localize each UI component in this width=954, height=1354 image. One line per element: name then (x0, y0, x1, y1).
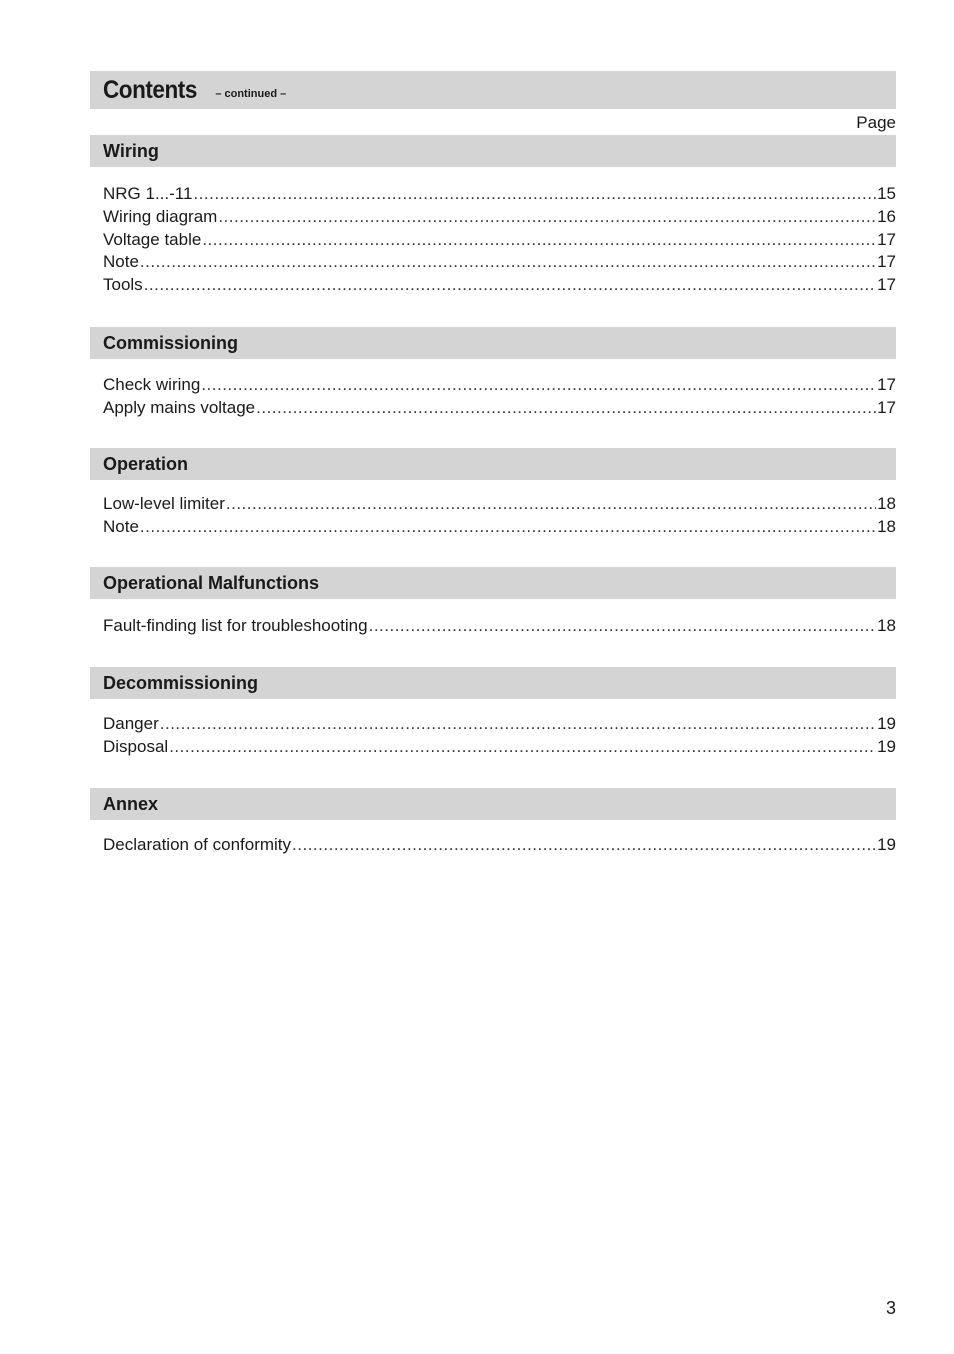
toc-entry-page: 17 (877, 275, 896, 295)
toc-leader-dots (160, 713, 876, 736)
toc-entry-page: 19 (877, 736, 896, 756)
toc-entry[interactable] (103, 493, 896, 516)
section-heading-commissioning: Commissioning (90, 327, 896, 359)
toc-entry-page: 17 (877, 375, 896, 394)
section-entries-operation (103, 493, 896, 539)
toc-entry-label: Wiring diagram (103, 206, 218, 226)
toc-leader-dots (144, 274, 876, 297)
toc-entry-label: NRG 1...-11 (103, 184, 193, 203)
toc-leader-dots (226, 493, 876, 516)
toc-entry[interactable] (103, 516, 896, 539)
toc-entry-label: Disposal (103, 736, 169, 756)
toc-entry-label: Declaration of conformity (103, 835, 292, 854)
section-entries-operational-malfunctions (103, 615, 896, 638)
toc-entry[interactable] (103, 206, 896, 229)
toc-entry[interactable] (103, 229, 896, 252)
section-entries-wiring (103, 183, 896, 297)
section-heading-annex: Annex (90, 788, 896, 820)
page-subtitle: – continued – (215, 88, 287, 100)
toc-leader-dots (202, 229, 876, 252)
toc-entry[interactable] (103, 615, 896, 638)
toc-leader-dots (369, 615, 876, 638)
toc-entry-page: 19 (877, 714, 896, 733)
page-title: Contents (103, 75, 197, 104)
toc-entry-page: 17 (877, 229, 896, 249)
toc-entry-page: 16 (877, 206, 896, 226)
toc-entry-label: Low-level limiter (103, 494, 225, 513)
toc-entry[interactable] (103, 713, 896, 736)
toc-entry[interactable] (103, 374, 896, 397)
toc-leader-dots (193, 183, 876, 206)
section-entries-annex (103, 834, 896, 857)
toc-leader-dots (218, 206, 876, 229)
page-column-label: Page (856, 113, 896, 132)
page-number: 3 (885, 1298, 896, 1318)
toc-entry[interactable] (103, 183, 896, 206)
toc-entry-page: 18 (877, 494, 896, 513)
toc-leader-dots (256, 397, 876, 420)
section-entries-decommissioning (103, 713, 896, 759)
toc-entry-page: 15 (877, 184, 896, 203)
section-heading-operation: Operation (90, 448, 896, 480)
toc-entry-label: Danger (103, 714, 159, 733)
toc-entry-page: 18 (877, 516, 896, 536)
toc-entry[interactable] (103, 397, 896, 420)
toc-entry-page: 19 (877, 835, 896, 854)
toc-leader-dots (201, 374, 876, 397)
toc-entry-label: Note (103, 516, 139, 536)
toc-entry-label: Note (103, 252, 139, 272)
toc-entry-page: 17 (877, 252, 896, 272)
contents-title-bar (90, 71, 896, 109)
toc-leader-dots (140, 516, 876, 539)
section-entries-commissioning (103, 374, 896, 420)
toc-leader-dots (140, 251, 876, 274)
toc-entry[interactable] (103, 834, 896, 857)
toc-entry-label: Check wiring (103, 375, 201, 394)
toc-entry-page: 18 (877, 616, 896, 635)
section-heading-operational-malfunctions: Operational Malfunctions (90, 567, 896, 599)
toc-leader-dots (169, 736, 876, 759)
toc-entry[interactable] (103, 736, 896, 759)
toc-entry-page: 17 (877, 397, 896, 417)
toc-entry-label: Voltage table (103, 229, 202, 249)
toc-entry-label: Tools (103, 275, 143, 295)
section-heading-wiring: Wiring (90, 135, 896, 167)
toc-leader-dots (292, 834, 876, 857)
section-heading-decommissioning: Decommissioning (90, 667, 896, 699)
toc-entry-label: Apply mains voltage (103, 397, 256, 417)
toc-entry[interactable] (103, 274, 896, 297)
toc-entry-label: Fault-finding list for troubleshooting (103, 616, 368, 635)
toc-entry[interactable] (103, 251, 896, 274)
